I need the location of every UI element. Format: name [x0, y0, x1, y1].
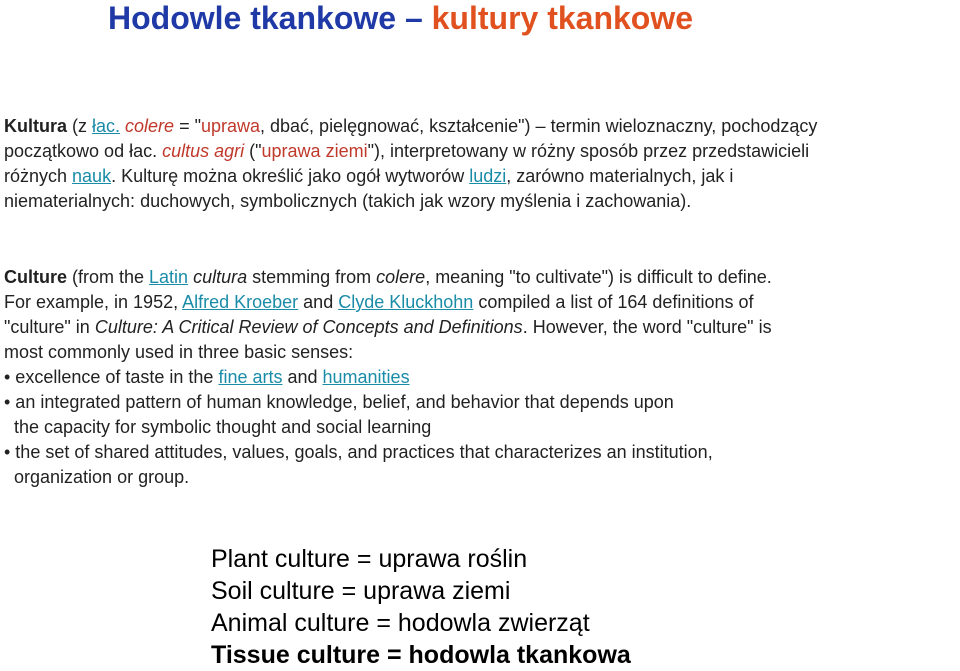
latin-link[interactable]: Latin: [149, 267, 189, 287]
text: organization or group.: [14, 467, 190, 487]
text: . However, the word "culture" is: [522, 317, 772, 337]
book-title: Culture: A Critical Review of Concepts and Definitions: [94, 317, 523, 337]
english-line-4: [4, 340, 956, 365]
kultura-term: Kultura: [4, 116, 67, 136]
text: = ": [174, 116, 201, 136]
colere-word-en: colere: [376, 267, 426, 287]
bullet-shared-attitudes: [4, 440, 956, 465]
text: , zarówno materialnych, jak i: [506, 166, 734, 186]
bullet-integrated-pattern-cont: [4, 415, 956, 440]
bullet-shared-attitudes-cont: [4, 465, 956, 490]
text: stemming from: [247, 267, 377, 287]
english-line-1: [4, 265, 956, 290]
text: , dbać, pielęgnować, kształcenie") – termin wieloznaczny, pochodzący: [260, 116, 818, 136]
colere-word: colere: [125, 116, 175, 136]
text: (z: [67, 116, 92, 136]
cultura-word: cultura: [193, 267, 248, 287]
fine-arts-link[interactable]: fine arts: [218, 367, 283, 387]
polish-line-1: [4, 114, 960, 139]
polish-definition-paragraph: [4, 114, 960, 214]
text: • the set of shared attitudes, values, goals, and practices that characterizes an institution,: [4, 442, 713, 462]
text: compiled a list of 164 definitions of: [473, 292, 754, 312]
culture-translation-list: [211, 543, 631, 671]
text: • excellence of taste in the: [4, 367, 219, 387]
page-title: [108, 0, 693, 36]
kluckhohn-link[interactable]: Clyde Kluckhohn: [338, 292, 474, 312]
english-line-2: [4, 290, 956, 315]
lac-link[interactable]: łac.: [92, 116, 121, 136]
text: most commonly used in three basic senses:: [4, 342, 354, 362]
summary-soil-culture: Soil culture = uprawa ziemi: [211, 577, 511, 605]
text: , meaning "to cultivate") is difficult to define.: [425, 267, 772, 287]
polish-line-3: [4, 164, 960, 189]
text: "culture" in: [4, 317, 95, 337]
cultus-agri-word: cultus agri: [162, 141, 245, 161]
text: początkowo od łac.: [4, 141, 163, 161]
nauk-link[interactable]: nauk: [72, 166, 112, 186]
title-part-highlight: kultury tkankowe: [431, 0, 694, 36]
english-line-3: [4, 315, 956, 340]
summary-animal-culture: Animal culture = hodowla zwierząt: [211, 609, 590, 637]
text: • an integrated pattern of human knowledge, belief, and behavior that depends upon: [4, 392, 674, 412]
culture-term: Culture: [4, 267, 67, 287]
bullet-excellence: [4, 365, 956, 390]
uprawa-word: uprawa: [200, 116, 261, 136]
text: the capacity for symbolic thought and social learning: [14, 417, 432, 437]
text: niematerialnych: duchowych, symbolicznych (takich jak wzory myślenia i zachowania).: [4, 191, 692, 211]
text: "), interpretowany w różny sposób przez przedstawicieli: [367, 141, 810, 161]
bullet-integrated-pattern: [4, 390, 956, 415]
text: and: [298, 292, 339, 312]
polish-line-2: [4, 139, 960, 164]
english-definition-paragraph: [4, 265, 956, 490]
summary-plant-culture: Plant culture = uprawa roślin: [211, 545, 528, 573]
text: For example, in 1952,: [4, 292, 183, 312]
humanities-link[interactable]: humanities: [322, 367, 410, 387]
text: and: [282, 367, 323, 387]
text: . Kulturę można określić jako ogół wytworów: [111, 166, 470, 186]
text: (from the: [67, 267, 150, 287]
polish-line-4: [4, 189, 960, 214]
text: różnych: [4, 166, 73, 186]
summary-tissue-culture: Tissue culture = hodowla tkankowa: [211, 641, 631, 669]
kroeber-link[interactable]: Alfred Kroeber: [182, 292, 299, 312]
ludzi-link[interactable]: ludzi: [469, 166, 507, 186]
uprawa-ziemi-word: uprawa ziemi: [261, 141, 368, 161]
text: (": [244, 141, 262, 161]
title-part-main: Hodowle tkankowe –: [108, 0, 432, 36]
